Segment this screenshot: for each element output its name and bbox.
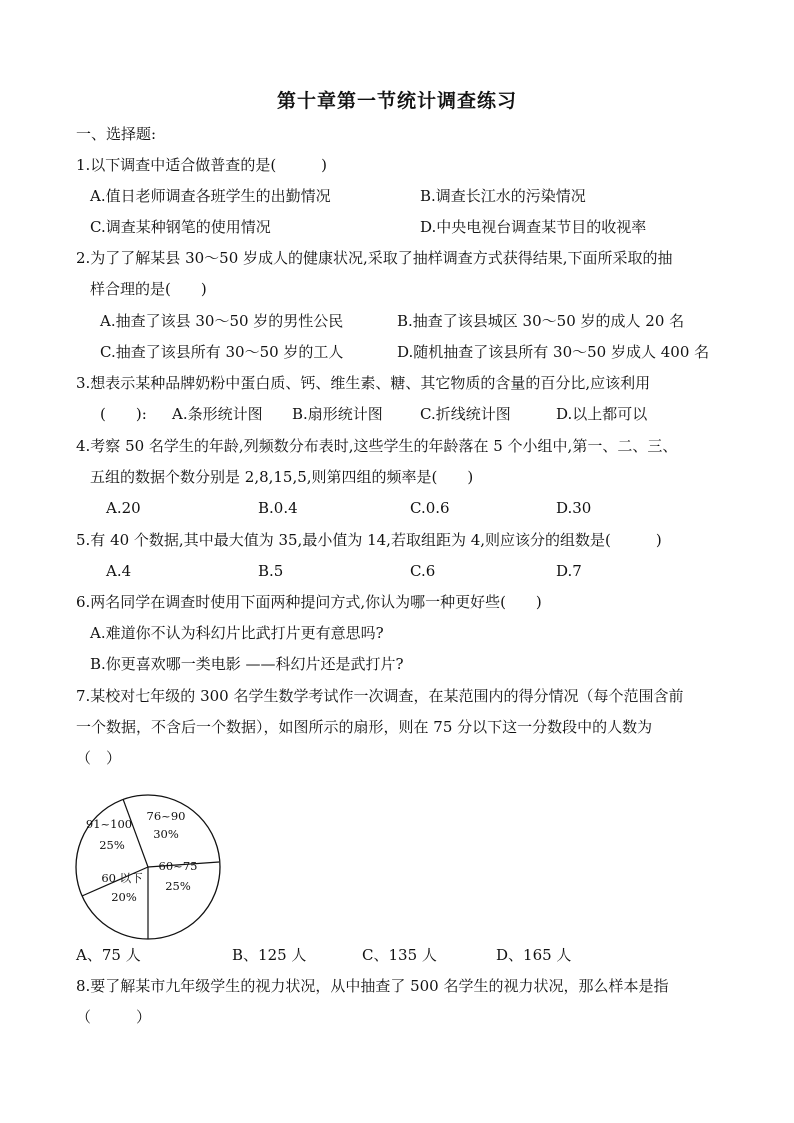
q6-option-b: B.你更喜欢哪一类电影 ——科幻片还是武打片? (90, 655, 404, 673)
q5-option-b: B.5 (258, 562, 284, 580)
pie-percent-below-60: 20% (111, 890, 137, 904)
question-5-stem: 5.有 40 个数据,其中最大值为 35,最小值为 14,若取组距为 4,则应该分的组数是( ) (76, 531, 662, 549)
q2-option-d: D.随机抽查了该县所有 30～50 岁成人 400 名 (397, 343, 710, 361)
question-6-stem: 6.两名同学在调查时使用下面两种提问方式,你认为哪一种更好些( ) (76, 593, 542, 611)
q7-option-a: A、75 人 (76, 946, 141, 964)
q2-option-c: C.抽查了该县所有 30～50 岁的工人 (100, 343, 344, 361)
q4-option-b: B.0.4 (258, 499, 298, 517)
question-2-stem-cont: 样合理的是( ) (90, 280, 207, 298)
question-4-stem: 4.考察 50 名学生的年龄,列频数分布表时,这些学生的年龄落在 5 个小组中,第一、二、三、 (76, 437, 678, 455)
question-2-stem: 2.为了了解某县 30～50 岁成人的健康状况,采取了抽样调查方式获得结果,下面所采取的抽 (76, 249, 673, 267)
q1-option-a: A.值日老师调查各班学生的出勤情况 (90, 187, 331, 205)
q1-option-b: B.调查长江水的污染情况 (420, 187, 586, 205)
pie-label-91-100: 91~100 (85, 817, 133, 831)
question-8-stem: 8.要了解某市九年级学生的视力状况，从中抽查了 500 名学生的视力状况，那么样本是指 (76, 977, 669, 995)
q4-option-c: C.0.6 (410, 499, 450, 517)
question-3-stem: 3.想表示某种品牌奶粉中蛋白质、钙、维生素、糖、其它物质的含量的百分比,应该利用 (76, 374, 651, 392)
q7-option-c: C、135 人 (362, 946, 437, 964)
pie-percent-76-90: 30% (153, 827, 179, 841)
q3-option-b: B.扇形统计图 (292, 405, 383, 423)
q6-option-a: A.难道你不认为科幻片比武打片更有意思吗? (90, 624, 384, 642)
q1-option-d: D.中央电视台调查某节目的收视率 (420, 218, 647, 236)
q3-blank: ( ): (100, 405, 147, 423)
question-1-stem: 1.以下调查中适合做普查的是( ) (76, 156, 328, 174)
pie-percent-91-100: 25% (99, 838, 125, 852)
section-heading: 一、选择题: (76, 125, 157, 143)
question-7-blank: （ ） (76, 749, 122, 767)
page-title: 第十章第一节统计调查练习 (276, 90, 517, 112)
q3-option-d: D.以上都可以 (556, 405, 648, 423)
pie-label-60-75: 60~75 (158, 859, 198, 873)
q5-option-c: C.6 (410, 562, 436, 580)
q2-option-a: A.抽查了该县 30～50 岁的男性公民 (100, 312, 344, 330)
pie-divider-top (123, 799, 148, 867)
q1-option-c: C.调查某种钢笔的使用情况 (90, 218, 271, 236)
q3-option-a: A.条形统计图 (172, 405, 263, 423)
q2-option-b: B.抽查了该县城区 30～50 岁的成人 20 名 (397, 312, 685, 330)
q5-option-a: A.4 (106, 562, 132, 580)
q3-option-c: C.折线统计图 (420, 405, 511, 423)
pie-label-below-60: 60 以下 (101, 871, 143, 885)
q7-option-d: D、165 人 (496, 946, 572, 964)
question-7-stem-cont: 一个数据，不含后一个数据），如图所示的扇形，则在 75 分以下这一分数段中的人数为 (76, 718, 653, 736)
question-8-blank: （ ） (76, 1008, 152, 1026)
q4-option-a: A.20 (106, 499, 141, 517)
question-4-stem-cont: 五组的数据个数分别是 2,8,15,5,则第四组的频率是( ) (90, 468, 474, 486)
pie-label-76-90: 76~90 (146, 809, 186, 823)
q4-option-d: D.30 (556, 499, 592, 517)
question-7-stem: 7.某校对七年级的 300 名学生数学考试作一次调查，在某范围内的得分情况（每个范围含前 (76, 687, 684, 705)
pie-percent-60-75: 25% (165, 879, 191, 893)
pie-chart (72, 788, 232, 940)
q7-option-b: B、125 人 (232, 946, 307, 964)
q5-option-d: D.7 (556, 562, 582, 580)
